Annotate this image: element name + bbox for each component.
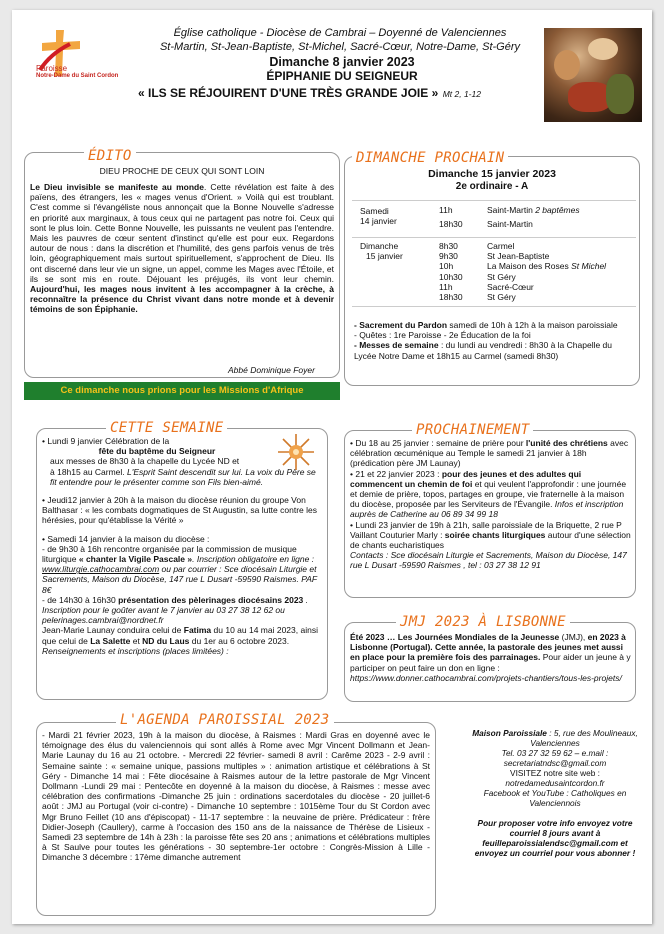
sun-day: Dimanche 15 janvier [360, 241, 403, 262]
quote-text: « ILS SE RÉJOUIRENT D'UNE TRÈS GRANDE JOIE » [138, 86, 439, 100]
diocese-line: Église catholique - Diocèse de Cambrai – Doyenné de Valenciennes [173, 27, 507, 39]
agenda-title: L'AGENDA PAROISSIAL 2023 [116, 712, 334, 728]
contact-email[interactable]: secretariatndsc@gmail.com [503, 758, 607, 768]
jmj-text: Été 2023 … Les Journées Mondiales de la Jeunesse (JMJ), en 2023 à Lisbonne (Portugal). Cette année, la pastorale des jeunes met aussi en place pour la première fois des parrainages. Pour aider un jeune à y participer on peut faire un don en ligne : https://www.donner.cathocambrai.com/projets-chantiers/tous-les-projets/ [350, 632, 631, 683]
logo-line2: Notre-Dame du Saint Cordon [36, 73, 119, 79]
edito-bold-end: Aujourd'hui, les mages nous invitent à les accompagner à la crèche, à reconnaître la présence du Christ vivant dans notre monde et à devenir témoins de son Épiphanie. [30, 284, 334, 315]
edito-subtitle: DIEU PROCHE DE CEUX QUI SONT LOIN [99, 166, 265, 176]
jmj-title: JMJ 2023 À LISBONNE [396, 614, 570, 630]
sun-rows [439, 239, 636, 302]
epiphany-painting [544, 28, 642, 122]
missions-banner: Ce dimanche nous prions pour les Missions d'Afrique [24, 382, 340, 400]
cette-semaine-title: CETTE SEMAINE [106, 420, 227, 436]
bulletin-page [12, 10, 652, 924]
edito-signature: Abbé Dominique Foyer [228, 365, 315, 375]
prochainement-text: • Du 18 au 25 janvier : semaine de prière pour l'unité des chrétiens avec célébration œcuménique au Temple le samedi 21 janvier à 18h (prédication père JM Launay) • 21 et 22 janvier 2023 : pour des jeunes et des adultes qui commencent un chemin de foi et qui veulent l'approfondir : une journée et demie de prière, topos, partages en groupe, vie fraternelle à la maison du diocèse, proposée par les Serviteurs de l'Évangile. Infos et inscription auprès de Catherine au 06 89 34 99 18 • Lundi 23 janvier de 19h à 21h, salle paroissiale de la Briquette, 2 rue P Vaillant Couturier Marly : soirée chants liturgiques autour d'une sélection de chants eucharistiques Contacts : Sce diocésain Liturgie et Sacrements, Maison du Diocèse, 147 rue L Dusart -59590 Raismes , tel : 03 27 38 12 91 [350, 438, 631, 571]
feast-title: ÉPIPHANIE DU SEIGNEUR [266, 69, 418, 83]
sun-row: 10h La Maison des Roses St Michel [439, 261, 607, 272]
contact-block: Maison Paroissiale : 5, rue des Moulineaux, Valenciennes Tel. 03 27 32 59 62 – e.mail : secretariatndsc@gmail.com VISITEZ notre site web : notredamedusaintcordon.fr Facebook et YouTube : Catholiques en Valenciennois Pour proposer votre info envoyez votre courriel 8 jours avant à feuilleparoissialendsc@gmail.com et envoyez un courriel pour vous abonner ! [470, 728, 640, 858]
sat-rows [439, 205, 636, 233]
sat-row: 11h Saint-Martin 2 baptêmes [439, 205, 580, 215]
edito-text [30, 182, 334, 315]
quote-line [138, 84, 558, 102]
liturgie-link[interactable]: www.liturgie.cathocambrai.com [42, 564, 160, 575]
logo-line1: Paroisse [36, 64, 68, 73]
sat-day: Samedi 14 janvier [360, 206, 397, 227]
parish-logo [30, 26, 140, 86]
jmj-donation-link[interactable]: https://www.donner.cathocambrai.com/projets-chantiers/tous-les-projets/ [350, 672, 622, 683]
schedule-saturday [352, 200, 636, 238]
edito-body: . Cette révélation est faite à des païens, des étrangers, les « mages venus d'Orient. » Voilà qui est troublant. C'est comme si l'évangéliste nous annonçait que la Bonne Nouvelle s'adresse en priorité aux marginaux, à tous ceux qui ne partagent pas notre foi. Ceux qui sont le plus loin. Cette Bonne Nouvelle, les puissants ne veulent pas l'entendre. Mais les pauvres de cœur sentent d'instinct qu'elle est pour eux. Regardons autour de nous : dans la discrétion et l'humilité, des gens parfois venus de très loin, géographiquement mais surtout spirituellement, s'approchent de Dieu. Ils ont discerné dans leur vie un signe, un appel, comme les Mages avec l'Étoile, et ils se sont mis en route. Déjouant les préjugés, ils vont leur chemin. [30, 182, 334, 284]
dimanche-prochain-title: DIMANCHE PROCHAIN [352, 150, 508, 166]
issue-date: Dimanche 8 janvier 2023 [269, 55, 415, 69]
dp-notes: - Sacrement du Pardon samedi de 10h à 12h à la maison paroissiale - Quêtes : 1re Paroisse - 2e Éducation de la foi - Messes de semaine : du lundi au vendredi : 8h30 à la Chapelle du Lycée Notre Dame et 18h15 au Carmel (samedi 8h30) [354, 320, 618, 361]
dp-date: Dimanche 15 janvier 2023 [428, 168, 556, 180]
churches-line: St-Martin, St-Jean-Baptiste, St-Michel, Sacré-Cœur, Notre-Dame, St-Géry [159, 41, 521, 53]
edito-lead: Le Dieu invisible se manifeste au monde [30, 182, 204, 192]
cette-semaine-text: • Lundi 9 janvier Célébration de la fête du baptême du Seigneur aux messes de 8h30 à la chapelle du Lycée ND et à 18h15 au Carmel. L'Esprit Saint descendit sur lui. La voix du Père se fit entendre pour le présenter comme son Fils bien-aimé. • Jeudi12 janvier à 20h à la maison du diocèse réunion du groupe Von Balthasar : « les combats dogmatiques de St Augustin, sa lutte contre les hérésies, pour qu'établisse la Vérité » • Samedi 14 janvier à la maison du diocèse : - de 9h30 à 16h rencontre organisée par la commission de musique liturgique « chanter la Vigile Pascale ». Inscription obligatoire en ligne : www.liturgie.cathocambrai.com ou par courrier : Sce diocésain Liturgie et Sacrements, Maison du Diocèse, 147 rue L Dusart -59590 Raismes. PAF 8€ - de 14h30 à 16h30 présentation des pèlerinages diocésains 2023 . Inscription pour le goûter avant le 7 janvier au 03 27 38 12 62 ou pelerinages.cambrai@nordnet.fr Jean-Marie Launay conduira celui de Fatima du 10 au 14 mai 2023, ainsi que celui de La Salette et ND du Laus du 1er au 6 octobre 2023. Renseignements et inscriptions (places limitées) : [42, 436, 318, 656]
schedule-sunday [352, 239, 636, 307]
sun-row: 8h30 Carmel [439, 241, 515, 251]
edito-title: ÉDITO [84, 148, 136, 164]
parish-website[interactable]: notredamedusaintcordon.fr [505, 778, 605, 788]
sun-row: 9h30 St Jean-Baptiste [439, 251, 550, 262]
dp-ordinaire: 2e ordinaire - A [455, 181, 529, 192]
sun-row: 11h Sacré-Cœur [439, 281, 534, 292]
sun-row: 18h30 St Géry [439, 292, 516, 303]
prochainement-title: PROCHAINEMENT [412, 422, 533, 438]
sat-row: 18h30 Saint-Martin [439, 219, 533, 229]
quote-ref: Mt 2, 1-12 [442, 89, 481, 99]
sun-row: 10h30 St Géry [439, 271, 516, 282]
agenda-text: - Mardi 21 février 2023, 19h à la maison du diocèse, à Raismes : Mardi Gras en doyenné avec le témoignage des élus du valenciennois qui sont allés à Rome avec Mgr Vincent Dollmann et Jean-Marie Launay du 16 au 21 octobre. - Mercredi 22 février- samedi 8 avril : Carême 2023 - 2-9 avril : Semaine sainte : « semaine unique, passions multiples » : animation artistique et célébrations à St Géry - Dimanche 14 mai : Fête diocésaine à Raismes autour de la lettre pastorale de Mgr Vincent Dollmann -Lundi 29 mai : Pentecôte en doyenné à la maison du diocèse, à Raismes : messe avec célébration des confirmations -Dimanche 25 juin : ordinations sacerdotales du diocèse - 20 juillet-6 août : JMJ au Portugal (voir ci-contre) - Dimanche 10 septembre : 1015ème Tour du St Cordon avec Mgr Bruno Feillet (10 ans d'épiscopat) - 11-17 septembre : la neuvaine de prière. Prédicateur : frère Didier-Joseph (Caullery), carme à l'occasion des 150 ans de la naissance de Thérèse de Lisieux - Samedi 23 septembre de 14h à 23h : la paroisse fête ses 20 ans ; animations et célébrations multiples à St Saulve pour toutes les générations - 30 septembre-1er octobre : Congrès-Mission à Lille - Dimanche 3 décembre : 17ème dimanche autrement [42, 730, 430, 863]
